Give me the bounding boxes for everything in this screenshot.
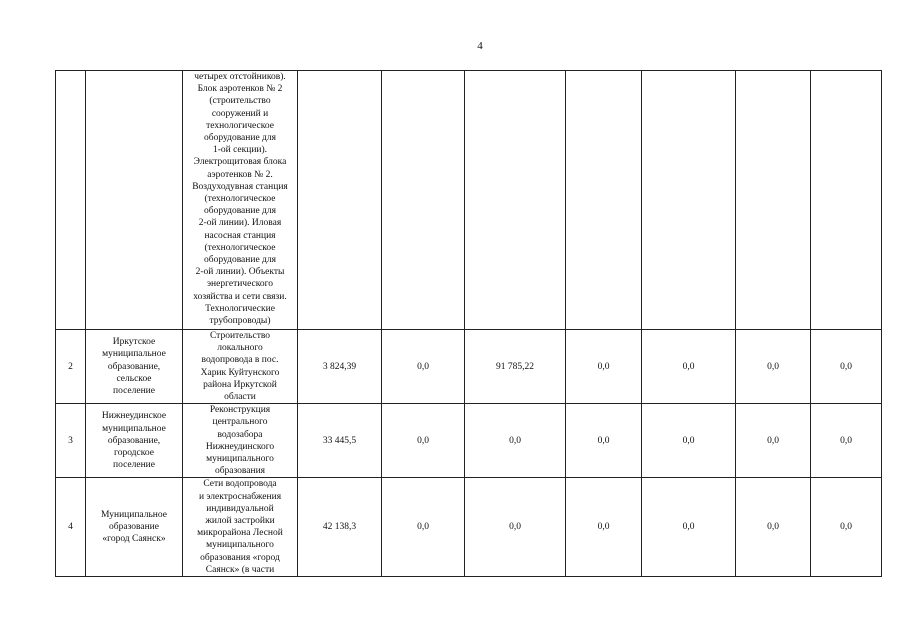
object-description-cell: Сети водопровода и электроснабжения индивидуальной жилой застройки микрорайона Лесной муниципального образования «город Саянск» (в части [183, 478, 298, 577]
value-cell: 33 445,5 [298, 404, 382, 478]
table-row [56, 71, 882, 330]
value-cell: 0,0 [465, 478, 566, 577]
object-description-cell: Строительство локального водопровода в пос. Харик Куйтунского района Иркутской области [183, 330, 298, 404]
value-cell [811, 71, 882, 330]
value-cell [382, 71, 465, 330]
value-cell [736, 71, 811, 330]
value-cell [642, 71, 736, 330]
municipality-cell: Муниципальное образование «город Саянск» [86, 478, 183, 577]
municipality-cell [86, 71, 183, 330]
row-number-cell: 3 [56, 404, 86, 478]
page-number: 4 [477, 40, 483, 52]
value-cell: 0,0 [465, 404, 566, 478]
value-cell: 0,0 [811, 330, 882, 404]
value-cell: 0,0 [382, 404, 465, 478]
table-row [56, 404, 882, 478]
value-cell: 0,0 [736, 330, 811, 404]
value-cell: 0,0 [566, 404, 642, 478]
row-number-cell: 2 [56, 330, 86, 404]
value-cell: 0,0 [382, 478, 465, 577]
municipality-cell: Нижнеудинское муниципальное образование, городское поселение [86, 404, 183, 478]
municipality-cell: Иркутское муниципальное образование, сельское поселение [86, 330, 183, 404]
value-cell: 3 824,39 [298, 330, 382, 404]
table-row [56, 478, 882, 577]
value-cell: 0,0 [566, 330, 642, 404]
value-cell: 0,0 [736, 478, 811, 577]
value-cell: 0,0 [811, 404, 882, 478]
value-cell [298, 71, 382, 330]
table-row [56, 330, 882, 404]
value-cell: 0,0 [642, 330, 736, 404]
value-cell [465, 71, 566, 330]
value-cell: 0,0 [642, 478, 736, 577]
object-description-cell: Реконструкция центрального водозабора Нижнеудинского муниципального образования [183, 404, 298, 478]
value-cell: 42 138,3 [298, 478, 382, 577]
value-cell: 0,0 [736, 404, 811, 478]
row-number-cell [56, 71, 86, 330]
value-cell: 0,0 [811, 478, 882, 577]
value-cell: 0,0 [382, 330, 465, 404]
value-cell: 91 785,22 [465, 330, 566, 404]
financing-table [55, 70, 882, 577]
value-cell: 0,0 [642, 404, 736, 478]
row-number-cell: 4 [56, 478, 86, 577]
object-description-cell: четырех отстойников). Блок аэротенков № 2 (строительство сооружений и технологическое оборудование для 1-ой секции). Электрощитовая блока аэротенков № 2. Воздуходувная станция (технологическое оборудование для 2-ой линии). Иловая насосная станция (технологическое оборудование для 2-ой линии). Объекты энергетического хозяйства и сети связи. Технологические трубопроводы) [183, 71, 298, 330]
value-cell: 0,0 [566, 478, 642, 577]
value-cell [566, 71, 642, 330]
